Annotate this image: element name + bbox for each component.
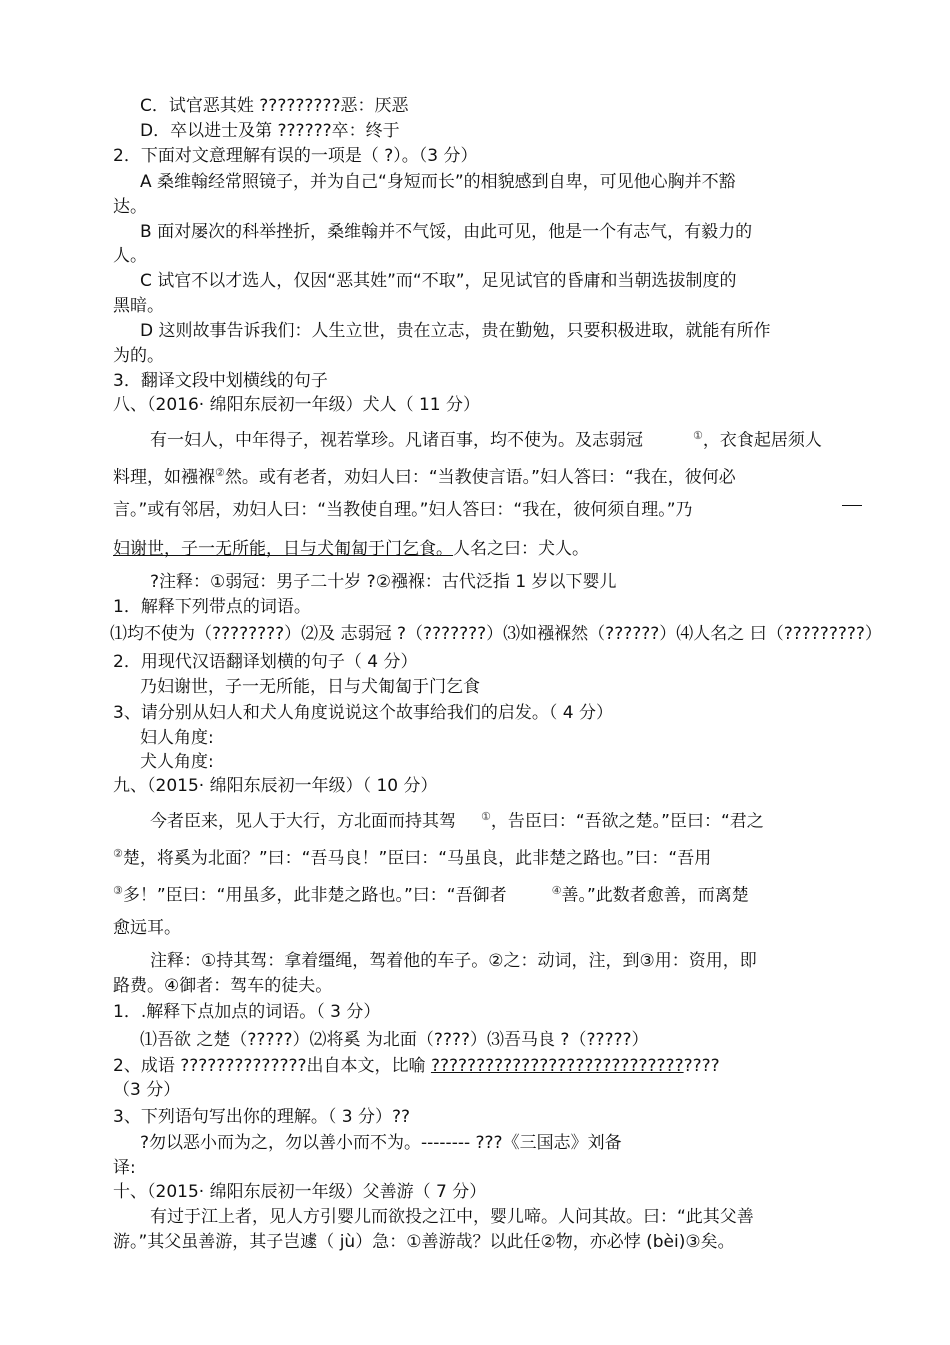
- s9-para-line1: 今者臣来，见人于大行，方北面而持其驾 ①，告臣曰：“吾欲之楚。”臣曰：“君之: [150, 810, 764, 832]
- s9-notes-line2: 路费。④御者：驾车的徒夫。: [113, 976, 333, 996]
- footnote-marker: ②: [215, 466, 225, 479]
- section-9-title: 九、（2015· 绵阳东辰初一年级）（ 10 分）: [113, 776, 438, 796]
- footnote-marker: ④: [551, 884, 562, 897]
- s8-question-2-sentence: 乃妇谢世，子一无所能，日与犬匍匐于门乞食: [140, 677, 480, 697]
- footnote-marker: ②: [113, 847, 123, 860]
- answer-d-line2: 为的。: [113, 346, 164, 366]
- s10-para-line1: 有过于江上者，见人方引婴儿而欲投之江中，婴儿啼。人问其故。曰：“此其父善: [150, 1207, 754, 1227]
- s9-question-2-score: （3 分）: [113, 1080, 181, 1100]
- s8-question-1-items: ⑴均不使为（????????）⑵及 志弱冠 ?（???????）⑶如襁褓然（??????）⑷人名之 曰（?????????）: [110, 624, 882, 644]
- s8-question-2: 2．用现代汉语翻译划横的句子（ 4 分）: [113, 652, 418, 672]
- s9-question-2: 2、成语 ??????????????出自本文，比喻 ????????????????????????????????: [113, 1056, 720, 1076]
- footnote-marker: ①: [693, 429, 703, 442]
- section-10-title: 十、（2015· 绵阳东辰初一年级）父善游（ 7 分）: [113, 1182, 487, 1202]
- s8-answer-b: 犬人角度:: [140, 752, 214, 772]
- answer-c-line1: C 试官不以才选人，仅因“恶其姓”而“不取”，足见试官的昏庸和当朝选拔制度的: [140, 271, 737, 291]
- s8-question-3: 3、请分别从妇人和犬人角度说说这个故事给我们的启发。（ 4 分）: [113, 703, 613, 723]
- s9-question-1: 1．.解释下点加点的词语。（ 3 分）: [113, 1002, 381, 1022]
- s8-para-line2: 料理，如襁褓②然。或有老者，劝妇人曰：“当教使言语。”妇人答曰：“我在，彼何必: [113, 466, 736, 488]
- s9-para-line2: ②楚，将奚为北面？”曰：“吾马良！”臣曰：“马虽良，此非楚之路也。”曰：“吾用: [113, 847, 712, 869]
- answer-b-line1: B 面对屡次的科举挫折，桑维翰并不气馁，由此可见，他是一个有志气，有毅力的: [140, 222, 753, 242]
- s9-question-3-sentence: ?勿以恶小而为之，勿以善小而不为。-------- ???《三国志》刘备: [140, 1133, 622, 1153]
- footnote-marker: ③: [113, 884, 123, 897]
- s9-para-line4: 愈远耳。: [113, 918, 181, 938]
- s8-notes: ?注释：①弱冠：男子二十岁 ?②襁褓：古代泛指 1 岁以下婴儿: [150, 572, 617, 592]
- s8-para-line3: 言。”或有邻居，劝妇人曰：“当教使自理。”妇人答曰：“我在，彼何须自理。”乃: [113, 500, 693, 520]
- s8-question-1: 1．解释下列带点的词语。: [113, 597, 311, 617]
- s8-answer-a: 妇人角度:: [140, 728, 214, 748]
- option-d: D．卒以进士及第 ??????卒：终于: [140, 121, 400, 141]
- question-stem: 2．下面对文意理解有误的一项是（ ?）。（3 分）: [113, 146, 478, 166]
- answer-a-line1: A 桑维翰经常照镜子，并为自己“身短而长”的相貌感到自卑，可见他心胸并不豁: [140, 172, 736, 192]
- s8-para-line4: 妇谢世，子一无所能，日与犬匍匐于门乞食。人名之曰：犬人。: [113, 539, 589, 559]
- underline-mark: [842, 505, 862, 506]
- s10-para-line2: 游。”其父虽善游，其子岂遽（ jù）急：①善游哉？以此任②物，亦必悖 (bèi)③矣。: [113, 1232, 735, 1252]
- s9-question-1-items: ⑴吾欲 之楚（?????）⑵将奚 为北面（????）⑶吾马良 ?（?????）: [140, 1030, 649, 1050]
- s9-translation-label: 译:: [113, 1158, 136, 1178]
- option-c: C．试官恶其姓 ?????????恶：厌恶: [140, 96, 409, 116]
- answer-b-line2: 人。: [113, 246, 147, 266]
- answer-c-line2: 黑暗。: [113, 296, 164, 316]
- section-8-title: 八、（2016· 绵阳东辰初一年级）犬人（ 11 分）: [113, 395, 481, 415]
- question-3: 3．翻译文段中划横线的句子: [113, 371, 328, 391]
- s9-question-3: 3、下列语句写出你的理解。（ 3 分）??: [113, 1107, 410, 1127]
- s9-para-line3: ③多！”臣曰：“用虽多，此非楚之路也。”曰：“吾御者 ④善。”此数者愈善，而离楚: [113, 884, 749, 906]
- s8-para-line1: 有一妇人，中年得子，视若掌珍。凡诸百事，均不使为。及志弱冠 ①，衣食起居须人: [150, 429, 822, 451]
- answer-d-line1: D 这则故事告诉我们：人生立世，贵在立志，贵在勤勉，只要积极进取，就能有所作: [140, 321, 771, 341]
- s9-notes-line1: 注释：①持其驾：拿着缰绳，驾着他的车子。②之：动词，注，到③用：资用，即: [150, 951, 757, 971]
- answer-a-line2: 达。: [113, 197, 147, 217]
- footnote-marker: ①: [481, 810, 491, 823]
